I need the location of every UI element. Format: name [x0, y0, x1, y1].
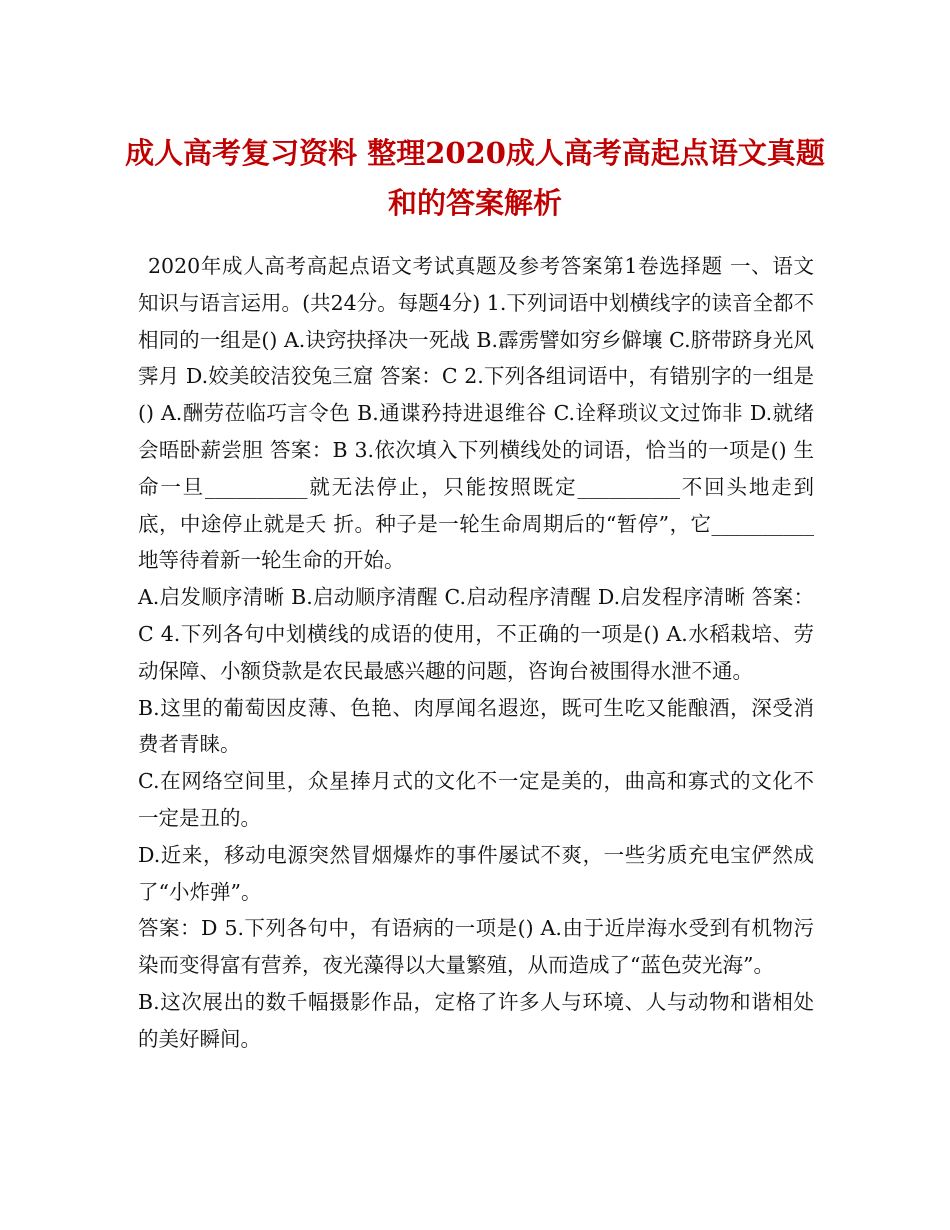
paragraph: A.启发顺序清晰 B.启动顺序清醒 C.启动程序清醒 D.启发程序清晰 答案：C 4.下列各句中划横线的成语的使用，不正确的一项是() A.水稻栽培、劳动保障、小额贷款是农民最感兴趣的问题，咨询台被围得水泄不通。: [138, 585, 814, 683]
paragraph: 答案：D 5.下列各句中，有语病的一项是() A.由于近岸海水受到有机物污染而变得富有营养，夜光藻得以大量繁殖，从而造成了“蓝色荧光海”。: [138, 916, 814, 978]
paragraph: 2020年成人高考高起点语文考试真题及参考答案第1卷选择题 一、语文知识与语言运用。(共24分。每题4分) 1.下列词语中划横线字的读音全都不相同的一组是() A.诀窍抉择决一死战 B.霹雳譬如穷乡僻壤 C.脐带跻身光风霁月 D.姣美皎洁狡兔三窟 答案：C 2.下列各组词语中，有错别字的一组是() A.酬劳莅临巧言令色 B.通谍矜持进退维谷 C.诠释琐议文过饰非 D.就绪会晤卧薪尝胆 答案：B 3.依次填入下列横线处的词语，恰当的一项是() 生命一旦__________就无法停止，只能按照既定__________不回头地走到底，中途停止就是夭 折。种子是一轮生命周期后的“暂停”，它__________地等待着新一轮生命的开始。: [138, 254, 814, 573]
document-title: 成人高考复习资料 整理2020成人高考高起点语文真题和的答案解析: [125, 136, 825, 220]
paragraph: C.在网络空间里，众星捧月式的文化不一定是美的，曲高和寡式的文化不一定是丑的。: [138, 769, 814, 830]
document-body: [138, 248, 814, 1058]
paragraph: D.近来，移动电源突然冒烟爆炸的事件屡试不爽，一些劣质充电宝俨然成了“小炸弹”。: [138, 842, 814, 904]
paragraph: B.这次展出的数千幅摄影作品，定格了许多人与环境、人与动物和谐相处的美好瞬间。: [138, 989, 814, 1051]
paragraph: B.这里的葡萄因皮薄、色艳、肉厚闻名遐迩，既可生吃又能酿酒，深受消费者青睐。: [138, 695, 814, 757]
